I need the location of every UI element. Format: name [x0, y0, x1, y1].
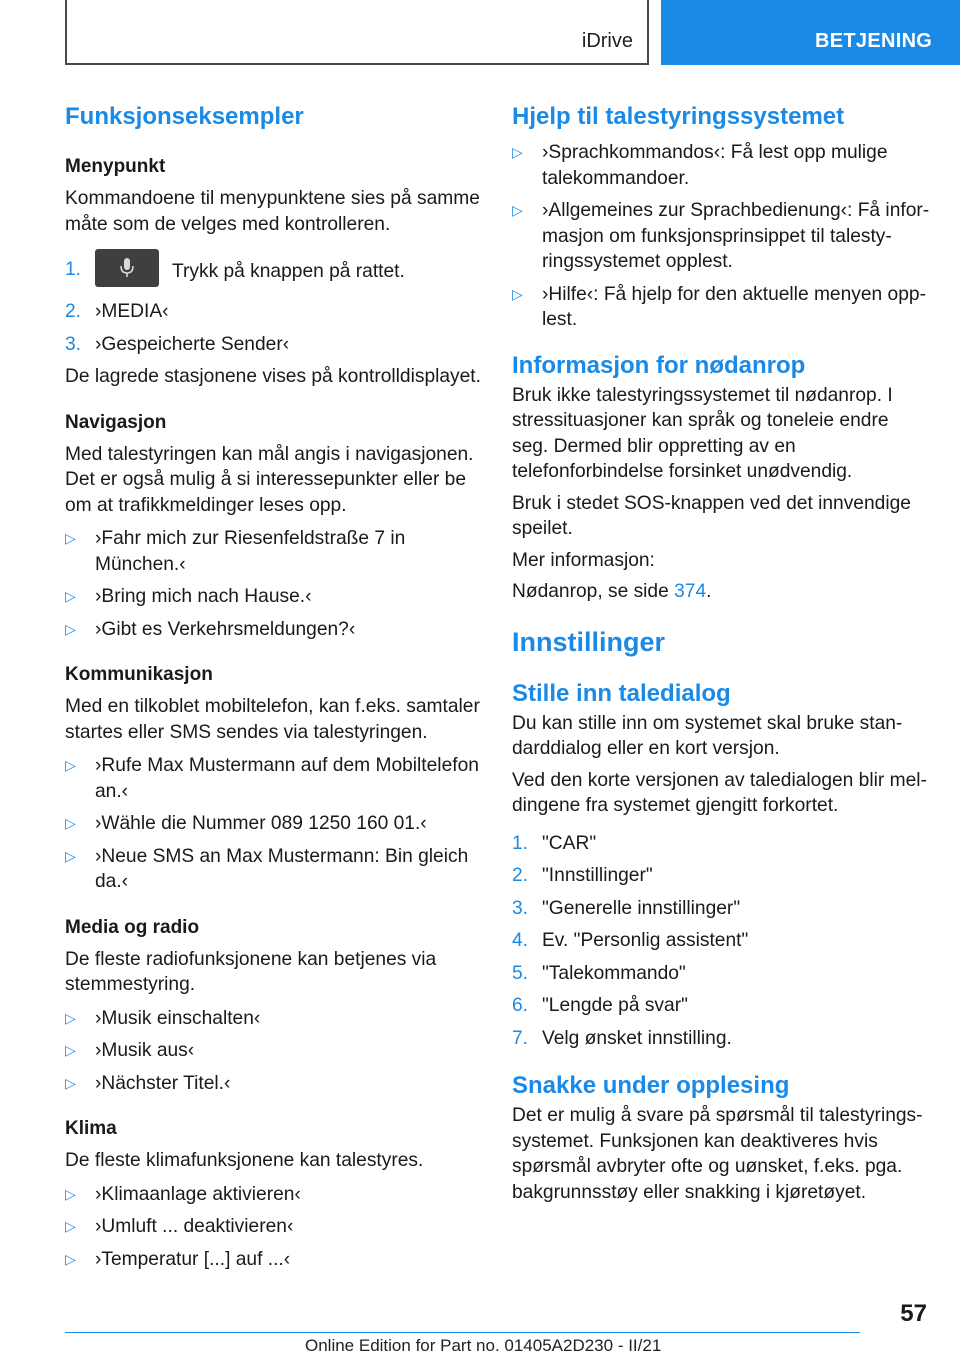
list-item: ▷ ›Fahr mich zur Riesenfeldstraße 7 in München.‹	[65, 528, 406, 575]
menu-steps	[65, 257, 483, 357]
section-title-hjelp: Hjelp til talestyringssystemet	[512, 103, 845, 130]
emergency-p2: Bruk i stedet SOS-knappen ved det innvendige speilet.	[512, 492, 911, 539]
header-section: iDrive	[581, 30, 633, 52]
list-item: ▷ ›Nächster Titel.‹	[65, 1071, 483, 1097]
triangle-bullet-icon: ▷	[65, 1074, 76, 1091]
list-item: 6. "Lengde på svar"	[512, 995, 688, 1016]
list-item: 3. "Generelle innstillinger"	[512, 897, 741, 919]
list-item: ▷ ›Umluft ... deaktivieren‹	[65, 1214, 483, 1240]
triangle-bullet-icon: ▷	[65, 757, 76, 773]
heading-navigasjon: Navigasjon	[65, 411, 167, 433]
triangle-bullet-icon: ▷	[65, 620, 76, 637]
list-item: 4. Ev. "Personlig assistent"	[512, 930, 749, 951]
section-title-opplesing: Snakke under opplesing	[512, 1072, 790, 1099]
menu-text: Kommandoene til menypunktene sies på samme måte som de velges med kontrolleren.	[65, 188, 480, 235]
triangle-bullet-icon: ▷	[65, 1218, 76, 1234]
list-item: ▷ ›Neue SMS an Max Mustermann: Bin gleich da.‹	[65, 845, 469, 892]
voice-button-icon	[95, 249, 159, 287]
interrupt-p1: Det er mulig å svare på spørsmål til talestyringssystemet. Funksjonen kan deaktiveres hvis spørsmål avbryter ofte og uønsket, f.eks. pga. bakgrunnsstøy eller snakking i kjøretøyet.	[512, 1105, 923, 1203]
media-text: De fleste radiofunksjonene kan betjenes via stemmestyring.	[65, 948, 437, 995]
triangle-bullet-icon: ▷	[65, 530, 76, 546]
left-column	[65, 100, 483, 1272]
dialog-steps	[512, 831, 930, 1052]
list-item: 1. "CAR"	[512, 832, 597, 854]
list-item: ▷ ›Gibt es Verkehrsmeldungen?‹	[65, 617, 483, 643]
list-item: ▷ ›Musik aus‹	[65, 1038, 483, 1064]
triangle-bullet-icon: ▷	[65, 1185, 76, 1202]
media-commands	[65, 1006, 483, 1097]
emergency-p4: Nødanrop, se side 374.	[512, 581, 712, 602]
list-item: 2. ›MEDIA‹	[65, 301, 169, 322]
dialog-p1: Du kan stille inn om systemet skal bruke standarddialog eller en kort versjon.	[512, 712, 903, 759]
section-title-taledialog: Stille inn taledialog	[512, 679, 731, 707]
list-item: ▷ ›Hilfe‹: Få hjelp for den aktuelle menyen opplest.	[512, 283, 926, 330]
list-item: ▷ ›Musik einschalten‹	[65, 1006, 483, 1032]
heading-kommunikasjon: Kommunikasjon	[65, 664, 213, 685]
triangle-bullet-icon: ▷	[512, 144, 523, 160]
triangle-bullet-icon: ▷	[65, 847, 76, 864]
list-item: 5. "Talekommando"	[512, 962, 686, 984]
nav-text: Med talestyringen kan mål angis i navigasjonen. Det er også mulig å si interessepunkter eller be om at trafikkmeldinger leses opp.	[65, 443, 474, 516]
chapter-title-innstillinger: Innstillinger	[512, 626, 666, 657]
triangle-bullet-icon: ▷	[512, 285, 523, 302]
comm-commands	[65, 753, 483, 895]
list-item: ▷ ›Temperatur [...] auf ...‹	[65, 1247, 483, 1273]
right-column	[512, 100, 930, 1205]
help-commands	[512, 140, 930, 333]
header-chapter: BETJENING	[815, 30, 933, 52]
heading-menypunkt: Menypunkt	[65, 156, 166, 177]
triangle-bullet-icon: ▷	[512, 202, 523, 218]
list-item: 1. Trykk på knappen på rattet.	[65, 257, 483, 287]
heading-media-og-radio: Media og radio	[65, 916, 200, 938]
menu-after: De lagrede stasjonene vises på kontrolldisplayet.	[65, 366, 481, 387]
triangle-bullet-icon: ▷	[65, 1250, 76, 1267]
klima-text: De fleste klimafunksjonene kan talestyres.	[65, 1150, 424, 1171]
header-chapter-box	[661, 0, 960, 65]
triangle-bullet-icon: ▷	[65, 1042, 76, 1058]
list-item: 7. Velg ønsket innstilling.	[512, 1027, 732, 1049]
nav-commands	[65, 526, 483, 642]
heading-klima: Klima	[65, 1118, 117, 1139]
section-title-nodanrop: Informasjon for nødanrop	[512, 351, 806, 379]
page-link-374[interactable]: 374	[674, 581, 707, 602]
header-section-box	[65, 0, 649, 65]
list-item: 2. "Innstillinger"	[512, 865, 653, 886]
comm-text: Med en tilkoblet mobiltelefon, kan f.eks. samtaler startes eller SMS sendes via talestyringen.	[65, 696, 480, 743]
section-title-funksjonseksempler: Funksjonseksempler	[65, 103, 304, 130]
triangle-bullet-icon: ▷	[65, 815, 76, 831]
list-item: ▷ ›Wähle die Nummer 089 1250 160 01.‹	[65, 811, 483, 837]
list-item: ▷ ›Bring mich nach Hause.‹	[65, 584, 483, 610]
list-item: ▷ ›Sprachkommandos‹: Få lest opp mulige talekommandoer.	[512, 142, 888, 189]
list-item: 3. ›Gespeicherte Sender‹	[65, 333, 290, 355]
emergency-p1: Bruk ikke talestyringssystemet til nødanrop. I stressituasjoner kan språk og toneleie endre seg. Dermed blir oppretting av en telefonforbindelse forsinket unødvendig.	[512, 384, 893, 482]
list-item: ▷ ›Rufe Max Mustermann auf dem Mobiltelefon an.‹	[65, 755, 479, 802]
emergency-p3: Mer informasjon:	[512, 549, 655, 571]
list-item: ▷ ›Klimaanlage aktivieren‹	[65, 1182, 483, 1208]
triangle-bullet-icon: ▷	[65, 1009, 76, 1026]
klima-commands	[65, 1182, 483, 1273]
triangle-bullet-icon: ▷	[65, 588, 76, 604]
dialog-p2: Ved den korte versjonen av taledialogen blir meldingene fra systemet gjengitt forkortet.	[512, 769, 927, 816]
footer-edition: Online Edition for Part no. 01405A2D230 - II/21	[305, 1336, 662, 1355]
list-item: ▷ ›Allgemeines zur Sprachbedienung‹: Få informasjon om funksjonsprinsippet til talestyringssystemet opplest.	[512, 200, 930, 272]
footer-divider	[65, 1332, 860, 1333]
page-number: 57	[900, 1300, 927, 1327]
